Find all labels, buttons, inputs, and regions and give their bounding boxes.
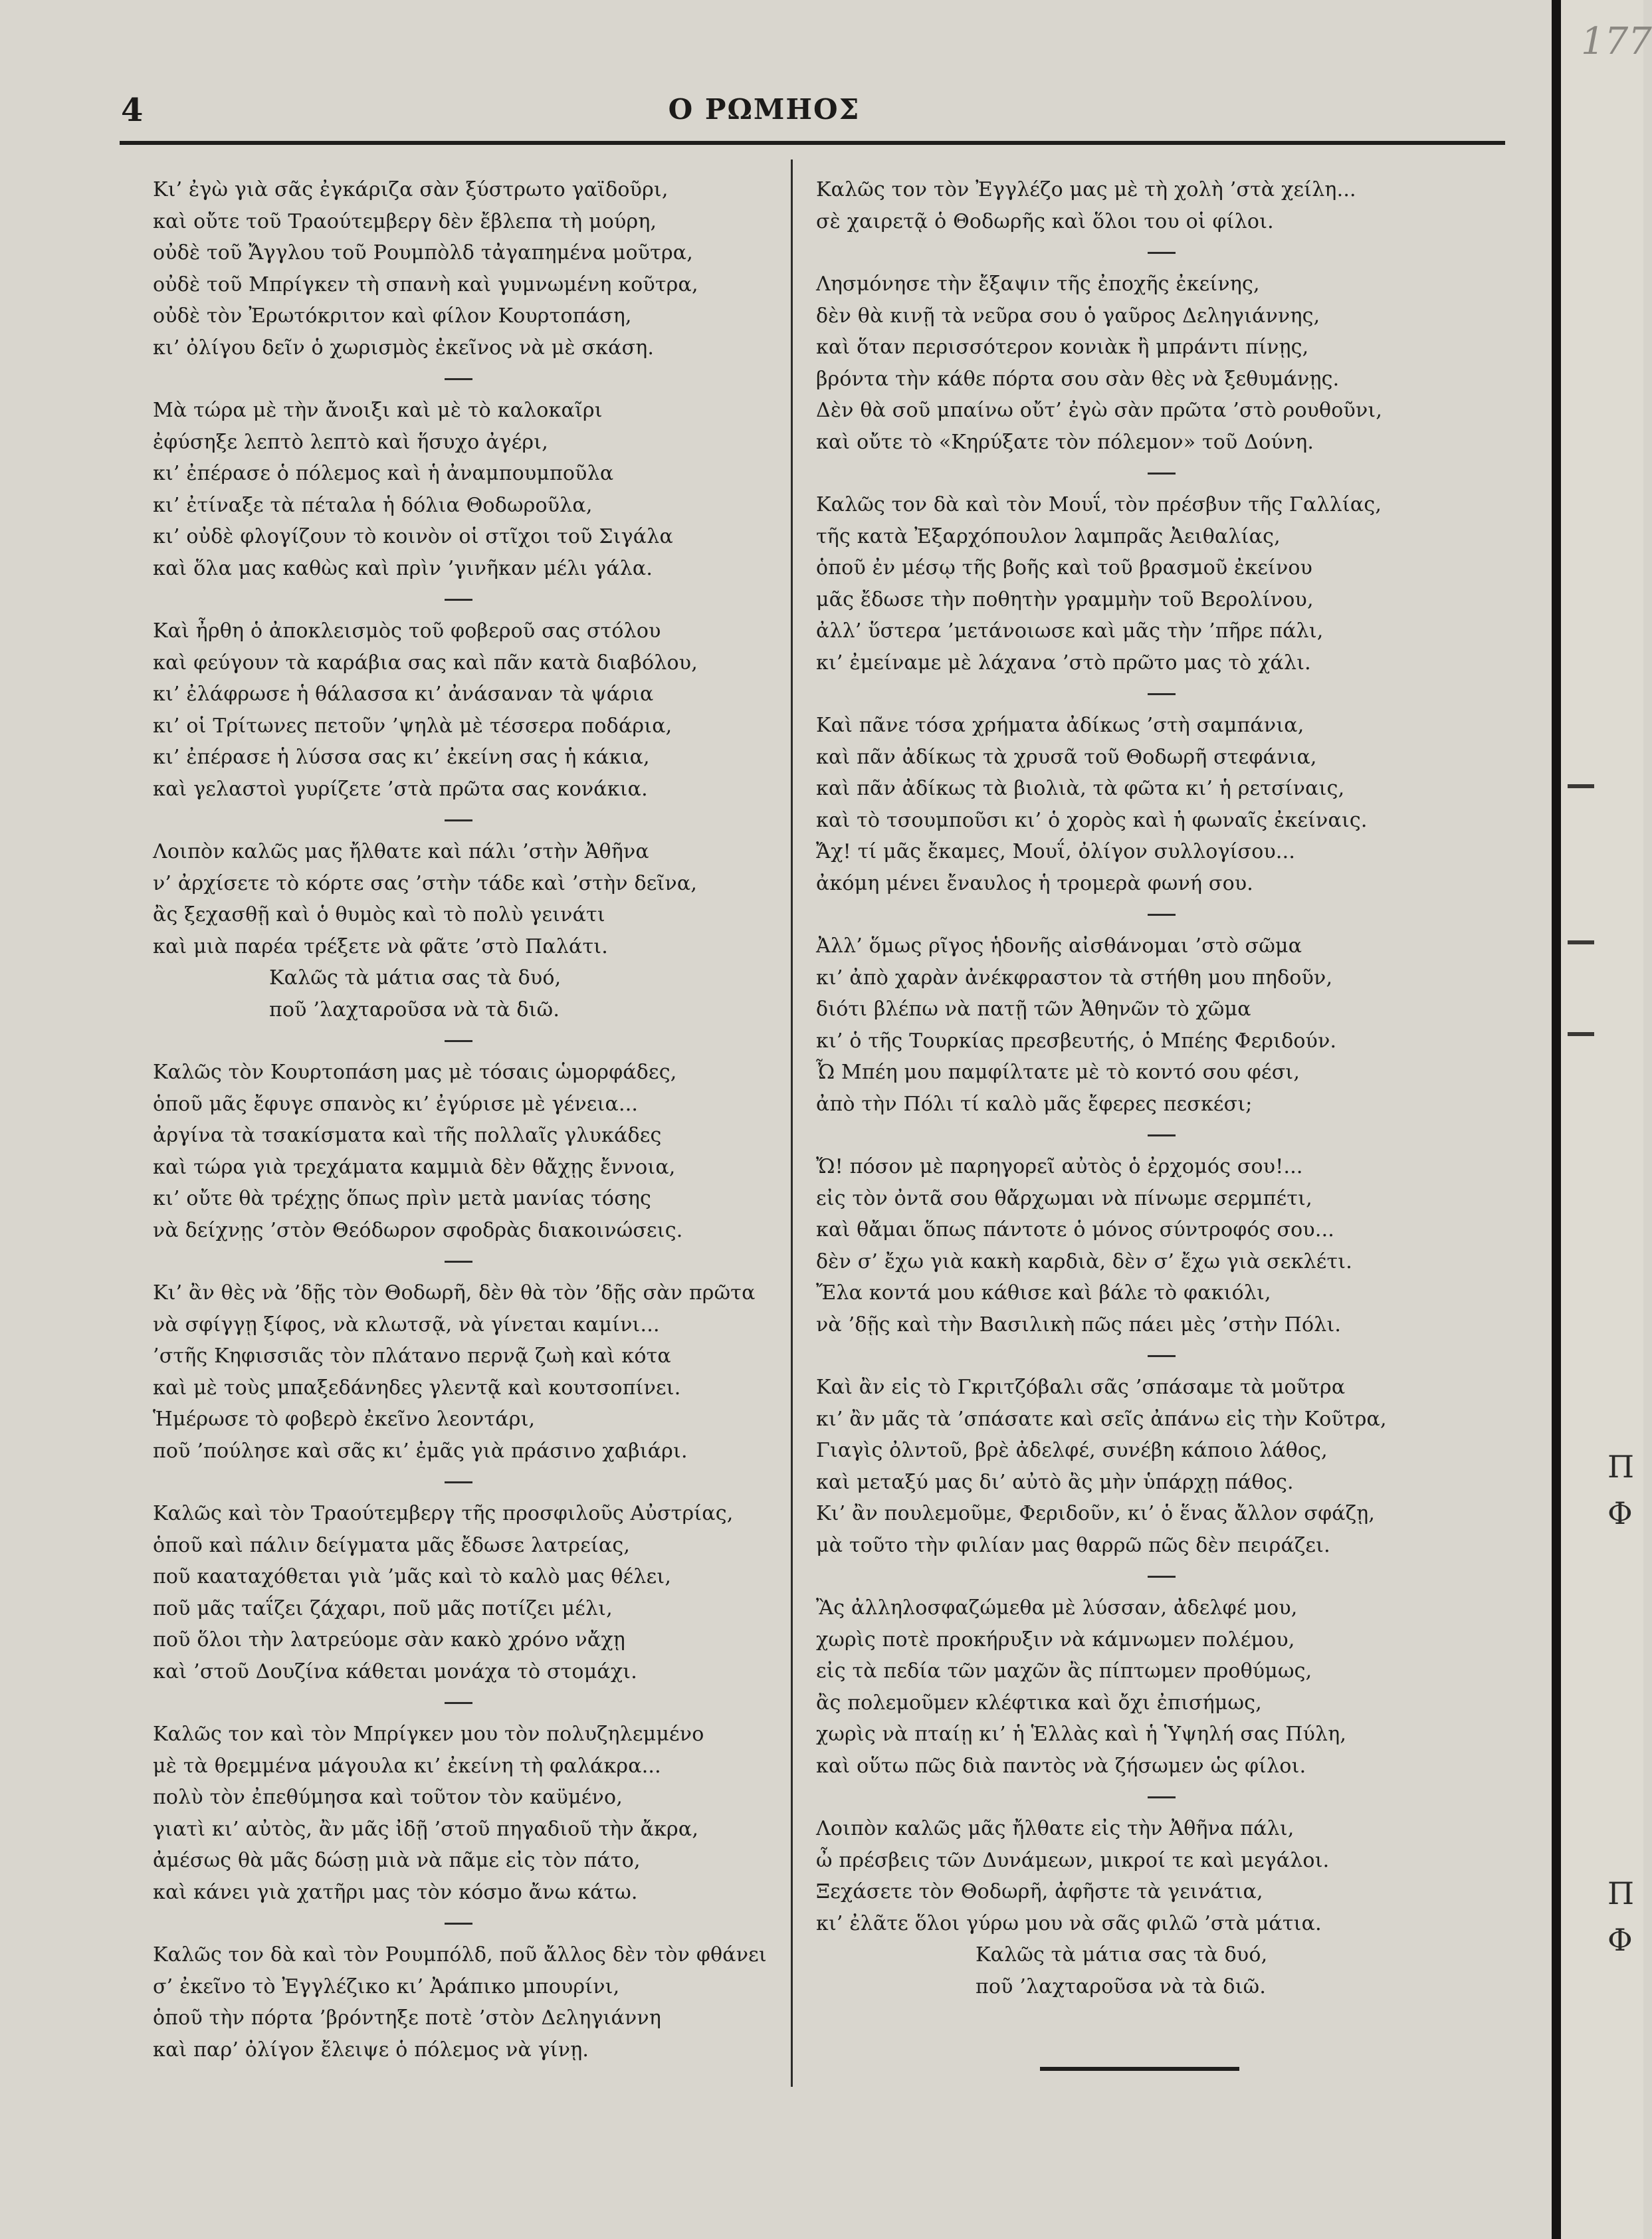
- verse-line: καὶ μιὰ παρέα τρέξετε νὰ φᾶτε ’στὸ Παλάτι.: [153, 934, 608, 958]
- verse-line: ἐφύσηξε λεπτὸ λεπτὸ καὶ ἥσυχο ἀγέρι,: [153, 430, 548, 454]
- stanza-separator: [1148, 693, 1176, 695]
- verse-line: νὰ σφίγγῃ ξίφος, νὰ κλωτσᾷ, νὰ γίνεται καμίνι...: [153, 1313, 660, 1336]
- verse-line: ἀργίνα τὰ τσακίσματα καὶ τῆς πολλαῖς γλυκάδες: [153, 1124, 662, 1147]
- verse-line: Λοιπὸν καλῶς μας ἤλθατε καὶ πάλι ’στὴν Ἀθῆνα: [153, 840, 649, 863]
- verse-line: τῆς κατὰ Ἐξαρχόπουλον λαμπρᾶς Ἀειθαλίας,: [816, 524, 1281, 548]
- stanza-separator: [1148, 252, 1176, 254]
- verse-line: καὶ οὕτω πῶς διὰ παντὸς νὰ ζήσωμεν ὡς φίλοι.: [816, 1754, 1306, 1778]
- edge-char: Π: [1607, 1875, 1635, 1911]
- verse-line: Κι’ ἂν θὲς νὰ ’δῇς τὸν Θοδωρῆ, δὲν θὰ τὸν ’δῇς σὰν πρῶτα: [153, 1281, 756, 1305]
- verse-line: κι’ ἐτίναξε τὰ πέταλα ἡ δόλια Θοδωροῦλα,: [153, 493, 593, 517]
- page-number: 4: [121, 92, 144, 129]
- verse-line: καὶ κάνει γιὰ χατῆρι μας τὸν κόσμο ἄνω κάτω.: [153, 1880, 638, 1904]
- verse-line: Ἡμέρωσε τὸ φοβερὸ ἐκεῖνο λεοντάρι,: [153, 1408, 536, 1431]
- stanza: [816, 1372, 1507, 1561]
- verse-line: καὶ γελαστοὶ γυρίζετε ’στὰ πρῶτα σας κονάκια.: [153, 777, 648, 801]
- verse-line: Ἀλλ’ ὅμως ρῖγος ἡδονῆς αἰσθάνομαι ’στὸ σῶμα: [816, 934, 1302, 958]
- verse-line: Καλῶς καὶ τὸν Τραούτεμβεργ τῆς προσφιλοῦς Αὐστρίας,: [153, 1502, 734, 1525]
- verse-line: ἀπὸ τὴν Πόλι τί καλὸ μᾶς ἔφερες πεσκέσι;: [816, 1092, 1253, 1116]
- stanza-separator: [1148, 1355, 1176, 1357]
- verse-line: καὶ πᾶν ἀδίκως τὰ βιολιὰ, τὰ φῶτα κι’ ἡ ρετσίναις,: [816, 777, 1345, 800]
- verse-line: καὶ παρ’ ὀλίγον ἔλειψε ὁ πόλεμος νὰ γίνῃ.: [153, 2038, 589, 2062]
- verse-line: καὶ φεύγουν τὰ καράβια σας καὶ πᾶν κατὰ διαβόλου,: [153, 651, 698, 675]
- stanza: [153, 1498, 764, 1687]
- stanza: [153, 615, 764, 805]
- edge-mark: [1568, 784, 1594, 788]
- verse-line: σὲ χαιρετᾷ ὁ Θοδωρῆς καὶ ὅλοι του οἱ φίλοι.: [816, 209, 1274, 233]
- stanza-separator: [445, 1261, 472, 1263]
- verse-line: οὐδὲ τὸν Ἐρωτόκριτον καὶ φίλον Κουρτοπάση,: [153, 304, 632, 328]
- verse-line: νὰ ’δῇς καὶ τὴν Βασιλικὴ πῶς πάει μὲς ’στὴν Πόλι.: [816, 1313, 1342, 1336]
- refrain-line: Καλῶς τὰ μάτια σας τὰ δυό,: [269, 966, 562, 990]
- verse-line: οὐδὲ τοῦ Μπρίγκεν τὴ σπανὴ καὶ γυμνωμένη κοῦτρα,: [153, 272, 698, 296]
- masthead: Ο ΡΩΜΗΟΣ: [668, 93, 861, 126]
- verse-line: ὁποῦ τὴν πόρτα ’βρόντηξε ποτὲ ’στὸν Δεληγιάννη: [153, 2006, 662, 2030]
- verse-line: Κι’ ἂν πουλεμοῦμε, Φεριδοῦν, κι’ ὁ ἕνας ἄλλον σφάζῃ,: [816, 1502, 1376, 1525]
- verse-line: γιατὶ κι’ αὐτὸς, ἂν μᾶς ἰδῇ ’στοῦ πηγαδιοῦ τὴν ἄκρα,: [153, 1817, 699, 1841]
- stanza-separator: [445, 378, 472, 380]
- stanza-separator: [1148, 914, 1176, 916]
- verse-line: Καλῶς τον δὰ καὶ τὸν Μουΐ, τὸν πρέσβυν τῆς Γαλλίας,: [816, 493, 1382, 516]
- stanza: [816, 174, 1507, 237]
- stanza: [816, 489, 1507, 679]
- verse-line: κι’ ἐμείναμε μὲ λάχανα ’στὸ πρῶτο μας τὸ χάλι.: [816, 651, 1311, 675]
- verse-line: Ἂς ἀλληλοσφαζώμεθα μὲ λύσσαν, ἀδελφέ μου,: [816, 1596, 1298, 1620]
- verse-line: εἰς τὸν ὀντᾶ σου θἄρχωμαι νὰ πίνωμε σερμπέτι,: [816, 1186, 1312, 1210]
- verse-line: Ἔλα κοντά μου κάθισε καὶ βάλε τὸ φακιόλι,: [816, 1281, 1271, 1305]
- verse-line: Καλῶς τον καὶ τὸν Μπρίγκεν μου τὸν πολυζηλεμμένο: [153, 1723, 704, 1746]
- verse-line: καὶ ὅλα μας καθὼς καὶ πρὶν ’γινῆκαν μέλι γάλα.: [153, 556, 653, 580]
- left-column: [153, 174, 767, 2066]
- verse-line: ’στῆς Κηφισσιᾶς τὸν πλάτανο περνᾷ ζωὴ καὶ κότα: [153, 1344, 671, 1368]
- verse-line: πολὺ τὸν ἐπεθύμησα καὶ τοῦτον τὸν καϋμένο,: [153, 1786, 623, 1809]
- verse-line: κι’ ἐλᾶτε ὅλοι γύρω μου νὰ σᾶς φιλῶ ’στὰ μάτια.: [816, 1911, 1322, 1935]
- verse-line: ὦ πρέσβεις τῶν Δυνάμεων, μικροί τε καὶ μεγάλοι.: [816, 1848, 1330, 1872]
- verse-line: μὲ τὰ θρεμμένα μάγουλα κι’ ἐκείνη τὴ φαλάκρα...: [153, 1754, 661, 1778]
- verse-line: Ἄχ! τί μᾶς ἔκαμες, Μουΐ, ὀλίγον συλλογίσου...: [816, 840, 1296, 863]
- stanza: [153, 1719, 764, 1908]
- next-page-edge: [1561, 0, 1652, 2239]
- verse-line: Κι’ ἐγὼ γιὰ σᾶς ἐγκάριζα σὰν ξύστρωτο γαϊδοῦρι,: [153, 178, 669, 201]
- verse-line: κι’ οὐδὲ φλογίζουν τὸ κοινὸν οἱ στῖχοι τοῦ Σιγάλα: [153, 525, 673, 548]
- verse-line: Μὰ τώρα μὲ τὴν ἄνοιξι καὶ μὲ τὸ καλοκαῖρι: [153, 399, 603, 422]
- refrain-line: ποῦ ’λαχταροῦσα νὰ τὰ διῶ.: [976, 1974, 1267, 1998]
- verse-line: οὐδὲ τοῦ Ἄγγλου τοῦ Ρουμπὸλδ τἀγαπημένα μοῦτρα,: [153, 241, 693, 265]
- verse-line: Λοιπὸν καλῶς μᾶς ἤλθατε εἰς τὴν Ἀθῆνα πάλι,: [816, 1817, 1294, 1840]
- verse-line: ἀμέσως θὰ μᾶς δώσῃ μιὰ νὰ πᾶμε εἰς τὸν πάτο,: [153, 1849, 641, 1872]
- verse-line: κι’ ἐπέρασε ἡ λύσσα σας κι’ ἐκείνη σας ἡ κάκια,: [153, 746, 650, 769]
- verse-line: κι’ ἐλάφρωσε ἡ θάλασσα κι’ ἀνάσαναν τὰ ψάρια: [153, 683, 654, 706]
- edge-mark: [1568, 1032, 1594, 1036]
- verse-line: Λησμόνησε τὴν ἔξαψιν τῆς ἐποχῆς ἐκείνης,: [816, 272, 1260, 296]
- verse-line: καὶ θἄμαι ὅπως πάντοτε ὁ μόνος σύντροφός σου...: [816, 1218, 1335, 1241]
- edge-char: Π: [1607, 1449, 1635, 1485]
- verse-line: Ὤ! πόσον μὲ παρηγορεῖ αὐτὸς ὁ ἐρχομός σου!...: [816, 1155, 1303, 1178]
- verse-line: νὰ δείχνῃς ’στὸν Θεόδωρον σφοδρὰς διακοινώσεις.: [153, 1218, 683, 1242]
- refrain-line: ποῦ ’λαχταροῦσα νὰ τὰ διῶ.: [269, 998, 560, 1021]
- handwritten-page-number: 177: [1581, 20, 1652, 63]
- verse-line: χωρὶς ποτὲ προκήρυξιν νὰ κάμνωμεν πολέμου,: [816, 1628, 1295, 1652]
- verse-line: δὲν θὰ κινῇ τὰ νεῦρα σου ὁ γαῦρος Δεληγιάννης,: [816, 304, 1320, 328]
- verse-line: σ’ ἐκεῖνο τὸ Ἐγγλέζικο κι’ Ἀράπικο μπουρίνι,: [153, 1974, 620, 1998]
- verse-line: Καλῶς τον τὸν Ἐγγλέζο μας μὲ τὴ χολὴ ’στὰ χείλη...: [816, 178, 1356, 201]
- verse-line: Ὦ Μπέη μου παμφίλτατε μὲ τὸ κοντό σου φέσι,: [816, 1061, 1300, 1084]
- verse-line: κι’ ὀλίγου δεῖν ὁ χωρισμὸς ἐκεῖνος νὰ μὲ σκάση.: [153, 336, 655, 360]
- stanza-separator: [1148, 1134, 1176, 1136]
- verse-line: ἀλλ’ ὕστερα ’μετάνοιωσε καὶ μᾶς τὴν ’πῆρε πάλι,: [816, 619, 1324, 643]
- verse-line: δὲν σ’ ἔχω γιὰ κακὴ καρδιὰ, δὲν σ’ ἔχω γιὰ σεκλέτι.: [816, 1249, 1352, 1273]
- verse-line: Καὶ πᾶνε τόσα χρήματα ἀδίκως ’στὴ σαμπάνια,: [816, 714, 1304, 737]
- verse-line: κι’ ἐπέρασε ὁ πόλεμος καὶ ἡ ἀναμπουμποῦλα: [153, 462, 614, 485]
- stanza-separator: [1148, 1796, 1176, 1798]
- verse-line: ἂς ξεχασθῇ καὶ ὁ θυμὸς καὶ τὸ πολὺ γεινάτι: [153, 903, 605, 926]
- verse-line: ἀκόμη μένει ἔναυλος ἡ τρομερὰ φωνή σου.: [816, 871, 1254, 895]
- verse-line: βρόντα τὴν κάθε πόρτα σου σὰν θὲς νὰ ξεθυμάνῃς.: [816, 367, 1340, 391]
- binding-gutter: [1552, 0, 1561, 2239]
- verse-line: ὁποῦ καὶ πάλιν δείγματα μᾶς ἔδωσε λατρείας,: [153, 1533, 631, 1557]
- edge-char: Φ: [1607, 1922, 1633, 1958]
- verse-line: κι’ οὔτε θὰ τρέχῃς ὅπως πρὶν μετὰ μανίας τόσης: [153, 1187, 652, 1210]
- stanza: [153, 1057, 764, 1246]
- verse-line: Γιαγὶς ὀλντοῦ, βρὲ ἀδελφέ, συνέβη κάποιο λάθος,: [816, 1439, 1328, 1462]
- stanza-separator: [1148, 1576, 1176, 1578]
- verse-line: κι’ ὁ τῆς Τουρκίας πρεσβευτής, ὁ Μπέης Φεριδούν.: [816, 1029, 1337, 1053]
- verse-line: καὶ ὅταν περισσότερον κονιὰκ ἢ μπράντι πίνῃς,: [816, 336, 1309, 359]
- verse-line: ποῦ ’πούλησε καὶ σᾶς κι’ ἐμᾶς γιὰ πράσινο χαβιάρι.: [153, 1439, 688, 1463]
- stanza-separator: [445, 1040, 472, 1042]
- stanza: [816, 710, 1507, 899]
- stanza: [816, 1592, 1507, 1782]
- verse-line: ὁποῦ ἐν μέσῳ τῆς βοῆς καὶ τοῦ βρασμοῦ ἐκείνου: [816, 556, 1313, 580]
- verse-line: μᾶς ἔδωσε τὴν ποθητὴν γραμμὴν τοῦ Βερολίνου,: [816, 587, 1314, 611]
- verse-line: καὶ μὲ τοὺς μπαξεδάνηδες γλεντᾷ καὶ κουτσοπίνει.: [153, 1376, 681, 1400]
- stanza-separator: [445, 599, 472, 601]
- edge-mark: [1568, 940, 1594, 944]
- verse-line: καὶ τὸ τσουμποῦσι κι’ ὁ χορὸς καὶ ἡ φωναῖς ἐκείναις.: [816, 808, 1368, 832]
- verse-line: Ξεχάσετε τὸν Θοδωρῆ, ἀφῆστε τὰ γεινάτια,: [816, 1880, 1263, 1903]
- header-rule: [120, 141, 1505, 145]
- verse-line: καὶ τώρα γιὰ τρεχάματα καμμιὰ δὲν θἄχῃς ἔννοια,: [153, 1155, 676, 1179]
- refrain-line: Καλῶς τὰ μάτια σας τὰ δυό,: [976, 1943, 1268, 1967]
- verse-line: καὶ ’στοῦ Δουζίνα κάθεται μονάχα τὸ στομάχι.: [153, 1659, 637, 1683]
- verse-line: ποῦ μᾶς ταΐζει ζάχαρι, ποῦ μᾶς ποτίζει μέλι,: [153, 1596, 613, 1620]
- verse-line: κι’ οἱ Τρίτωνες πετοῦν ’ψηλὰ μὲ τέσσερα ποδάρια,: [153, 714, 672, 738]
- verse-line: Δὲν θὰ σοῦ μπαίνω οὔτ’ ἐγὼ σὰν πρῶτα ’στὸ ρουθοῦνι,: [816, 399, 1383, 422]
- edge-char: Φ: [1607, 1495, 1633, 1531]
- stanza: [153, 1277, 764, 1467]
- stanza: [153, 174, 764, 364]
- right-column: [816, 174, 1507, 2002]
- stanza: [816, 268, 1507, 458]
- verse-line: ποῦ ὅλοι τὴν λατρεύομε σὰν κακὸ χρόνο νἄχῃ: [153, 1628, 625, 1652]
- verse-line: ὁποῦ μᾶς ἔφυγε σπανὸς κι’ ἐγύρισε μὲ γένεια...: [153, 1092, 639, 1116]
- verse-line: κι’ ἂν μᾶς τὰ ’σπάσατε καὶ σεῖς ἀπάνω εἰς τὴν Κοῦτρα,: [816, 1407, 1387, 1431]
- stanza: [816, 1151, 1507, 1340]
- stanza-separator: [445, 1481, 472, 1483]
- verse-line: καὶ μεταξύ μας δι’ αὐτὸ ἂς μὴν ὑπάρχῃ πάθος.: [816, 1470, 1294, 1494]
- verse-line: χωρὶς νὰ πταίῃ κι’ ἡ Ἑλλὰς καὶ ἡ Ὑψηλή σας Πύλη,: [816, 1723, 1347, 1746]
- verse-line: Καλῶς τὸν Κουρτοπάση μας μὲ τόσαις ὡμορφάδες,: [153, 1061, 677, 1084]
- stanza-separator: [445, 1702, 472, 1704]
- stanza: [816, 930, 1507, 1120]
- verse-line: διότι βλέπω νὰ πατῇ τῶν Ἀθηνῶν τὸ χῶμα: [816, 998, 1251, 1021]
- verse-line: καὶ πᾶν ἀδίκως τὰ χρυσᾶ τοῦ Θοδωρῆ στεφάνια,: [816, 745, 1317, 769]
- stanza: [816, 1813, 1507, 2002]
- stanza-separator: [445, 819, 472, 821]
- verse-line: καὶ οὔτε τοῦ Τραούτεμβεργ δὲν ἔβλεπα τὴ μούρη,: [153, 209, 657, 233]
- verse-line: Καὶ ἂν εἰς τὸ Γκριτζόβαλι σᾶς ’σπάσαμε τὰ μοῦτρα: [816, 1376, 1346, 1399]
- verse-line: ἂς πολεμοῦμεν κλέφτικα καὶ ὄχι ἐπισήμως,: [816, 1691, 1262, 1715]
- stanza: [153, 1939, 767, 2066]
- stanza-separator: [1148, 473, 1176, 475]
- stanza-separator: [445, 1923, 472, 1925]
- stanza: [153, 395, 764, 584]
- verse-line: Καὶ ἦρθη ὁ ἀποκλεισμὸς τοῦ φοβεροῦ σας στόλου: [153, 619, 661, 643]
- verse-line: εἰς τὰ πεδία τῶν μαχῶν ἂς πίπτωμεν προθύμως,: [816, 1659, 1312, 1683]
- column-divider: [791, 160, 793, 2087]
- verse-line: Καλῶς τον δὰ καὶ τὸν Ρουμπόλδ, ποῦ ἄλλος δὲν τὸν φθάνει: [153, 1943, 767, 1967]
- verse-line: μὰ τοῦτο τὴν φιλίαν μας θαρρῶ πῶς δὲν πειράζει.: [816, 1533, 1330, 1557]
- verse-line: κι’ ἀπὸ χαρὰν ἀνέκφραστον τὰ στήθη μου πηδοῦν,: [816, 966, 1333, 990]
- stanza: [153, 836, 764, 1025]
- verse-line: ν’ ἀρχίσετε τὸ κόρτε σας ’στὴν τάδε καὶ ’στὴν δεῖνα,: [153, 871, 698, 895]
- verse-line: καὶ οὔτε τὸ «Κηρύξατε τὸν πόλεμον» τοῦ Δούνη.: [816, 430, 1314, 454]
- end-rule: [1040, 2067, 1239, 2071]
- verse-line: ποῦ κααταχόθεται γιὰ ’μᾶς καὶ τὸ καλὸ μας θέλει,: [153, 1565, 672, 1588]
